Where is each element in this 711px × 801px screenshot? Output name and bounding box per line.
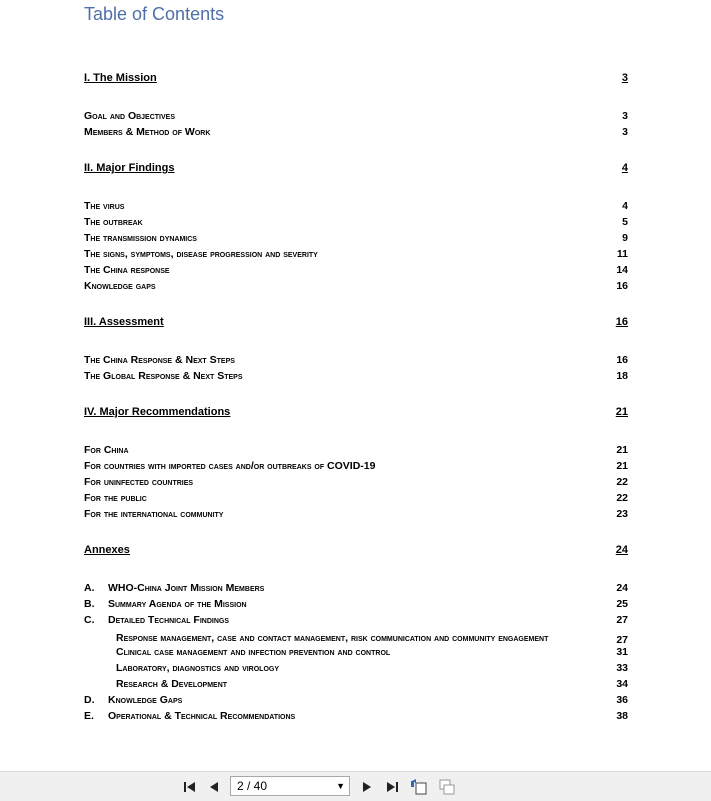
toc-page-number: 34 — [616, 678, 628, 690]
toc-section[interactable] — [84, 72, 628, 90]
toc-annex-entry[interactable] — [84, 582, 628, 598]
toc-section[interactable] — [84, 316, 628, 334]
toc-entry[interactable] — [84, 232, 628, 248]
toc-page-number: 18 — [616, 370, 628, 382]
toc-subentry[interactable] — [84, 630, 628, 646]
toc-annex-entry[interactable] — [84, 710, 628, 726]
chevron-down-icon: ▼ — [336, 781, 345, 791]
toc-page-number: 5 — [622, 216, 628, 228]
toc-entry-label: Knowledge gaps — [84, 280, 156, 292]
toc-page-number: 24 — [615, 544, 628, 556]
toc-entry[interactable] — [84, 126, 628, 142]
toc-section-label: Annexes — [84, 544, 130, 556]
toc-entry[interactable] — [84, 508, 628, 524]
toc-entry-label: For the international community — [84, 508, 224, 520]
toc-entry-label: The transmission dynamics — [84, 232, 197, 244]
toc-entry-label: For uninfected countries — [84, 476, 194, 488]
toc-page-number: 4 — [621, 162, 628, 174]
toc-subentry[interactable] — [84, 646, 628, 662]
toc-entry-label: Goal and Objectives — [84, 110, 176, 122]
annex-letter: D. — [84, 694, 95, 706]
toc-entry[interactable] — [84, 460, 628, 476]
annex-letter: C. — [84, 614, 95, 626]
toc-entry-label: The China Response & Next Steps — [84, 354, 235, 366]
toc-entry[interactable] — [84, 444, 628, 460]
toc-page-number: 4 — [622, 200, 628, 212]
toc-page-number: 38 — [616, 710, 628, 722]
toc-page-number: 16 — [615, 316, 628, 328]
toc-entry[interactable] — [84, 280, 628, 296]
page-title: Table of Contents — [84, 4, 225, 24]
toc-page-number: 9 — [622, 232, 628, 244]
toc-annex-entry[interactable] — [84, 598, 628, 614]
toc-page-number: 27 — [616, 634, 628, 646]
annex-letter: A. — [84, 582, 95, 594]
toc-entry-label: Clinical case management and infection prevention and control — [116, 646, 391, 658]
toc-entry-label: For countries with imported cases and/or outbreaks of COVID-19 — [84, 460, 376, 472]
toc-page-number: 14 — [616, 264, 628, 276]
toc-page-number: 27 — [616, 614, 628, 626]
toc-entry-label: The virus — [84, 200, 125, 212]
annex-letter: B. — [84, 598, 95, 610]
viewer-toolbar — [0, 771, 711, 801]
last-page-icon[interactable] — [383, 778, 401, 796]
toc-entry-label: WHO-China Joint Mission Members — [108, 582, 265, 594]
toc-entry-label: For China — [84, 444, 129, 456]
toc-page-number: 16 — [616, 280, 628, 292]
table-of-contents — [84, 72, 628, 726]
page-indicator: 2 / 40 — [237, 779, 268, 793]
toc-entry[interactable] — [84, 200, 628, 216]
toc-page-number: 22 — [616, 476, 628, 488]
toc-page-number: 11 — [616, 248, 628, 260]
toc-page-number: 33 — [616, 662, 628, 674]
toc-entry[interactable] — [84, 264, 628, 280]
previous-page-icon[interactable] — [205, 778, 223, 796]
toc-entry-label: The outbreak — [84, 216, 143, 228]
toc-page-number: 3 — [622, 110, 628, 122]
toc-page-number: 22 — [616, 492, 628, 504]
toc-page-number: 21 — [616, 460, 628, 472]
toc-entry[interactable] — [84, 370, 628, 386]
toc-entry[interactable] — [84, 248, 628, 264]
toc-page-number: 16 — [616, 354, 628, 366]
first-page-icon[interactable] — [181, 778, 199, 796]
window-icon[interactable] — [438, 778, 456, 796]
toc-entry-label: For the public — [84, 492, 147, 504]
toc-entry-label: Response management, case and contact management, risk communication and community engagement — [116, 632, 549, 644]
toc-entry-label: The China response — [84, 264, 170, 276]
fit-page-icon[interactable] — [410, 778, 428, 796]
toc-entry-label: The Global Response & Next Steps — [84, 370, 243, 382]
toc-section-label: III. Assessment — [84, 316, 164, 328]
toc-annex-entry[interactable] — [84, 694, 628, 710]
toc-section[interactable] — [84, 544, 628, 562]
toc-page-number: 24 — [616, 582, 628, 594]
toc-entry[interactable] — [84, 110, 628, 126]
toc-page-number: 21 — [616, 444, 628, 456]
toc-page-number: 25 — [616, 598, 628, 610]
next-page-icon[interactable] — [358, 778, 376, 796]
toc-page-number: 3 — [621, 72, 628, 84]
toc-annex-entry[interactable] — [84, 614, 628, 630]
toc-entry[interactable] — [84, 354, 628, 370]
toc-section-label: II. Major Findings — [84, 162, 175, 174]
toc-section-label: IV. Major Recommendations — [84, 406, 231, 418]
annex-letter: E. — [84, 710, 94, 722]
toc-entry-label: Summary Agenda of the Mission — [108, 598, 247, 610]
toc-page-number: 23 — [616, 508, 628, 520]
toc-entry-label: The signs, symptoms, disease progression and severity — [84, 248, 318, 260]
toc-entry-label: Laboratory, diagnostics and virology — [116, 662, 280, 674]
toc-page-number: 31 — [616, 646, 628, 658]
toc-entry-label: Research & Development — [116, 678, 228, 690]
toc-entry-label: Knowledge Gaps — [108, 694, 183, 706]
toc-entry[interactable] — [84, 216, 628, 232]
toc-entry-label: Members & Method of Work — [84, 126, 211, 138]
page-select[interactable] — [230, 776, 350, 796]
toc-entry[interactable] — [84, 476, 628, 492]
toc-page-number: 21 — [615, 406, 628, 418]
toc-subentry[interactable] — [84, 678, 628, 694]
toc-entry[interactable] — [84, 492, 628, 508]
toc-section[interactable] — [84, 406, 628, 424]
toc-subentry[interactable] — [84, 662, 628, 678]
toc-entry-label: Operational & Technical Recommendations — [108, 710, 296, 722]
toc-entry-label: Detailed Technical Findings — [108, 614, 230, 626]
toc-page-number: 3 — [622, 126, 628, 138]
toc-page-number: 36 — [616, 694, 628, 706]
toc-section-label: I. The Mission — [84, 72, 157, 84]
toc-section[interactable] — [84, 162, 628, 180]
